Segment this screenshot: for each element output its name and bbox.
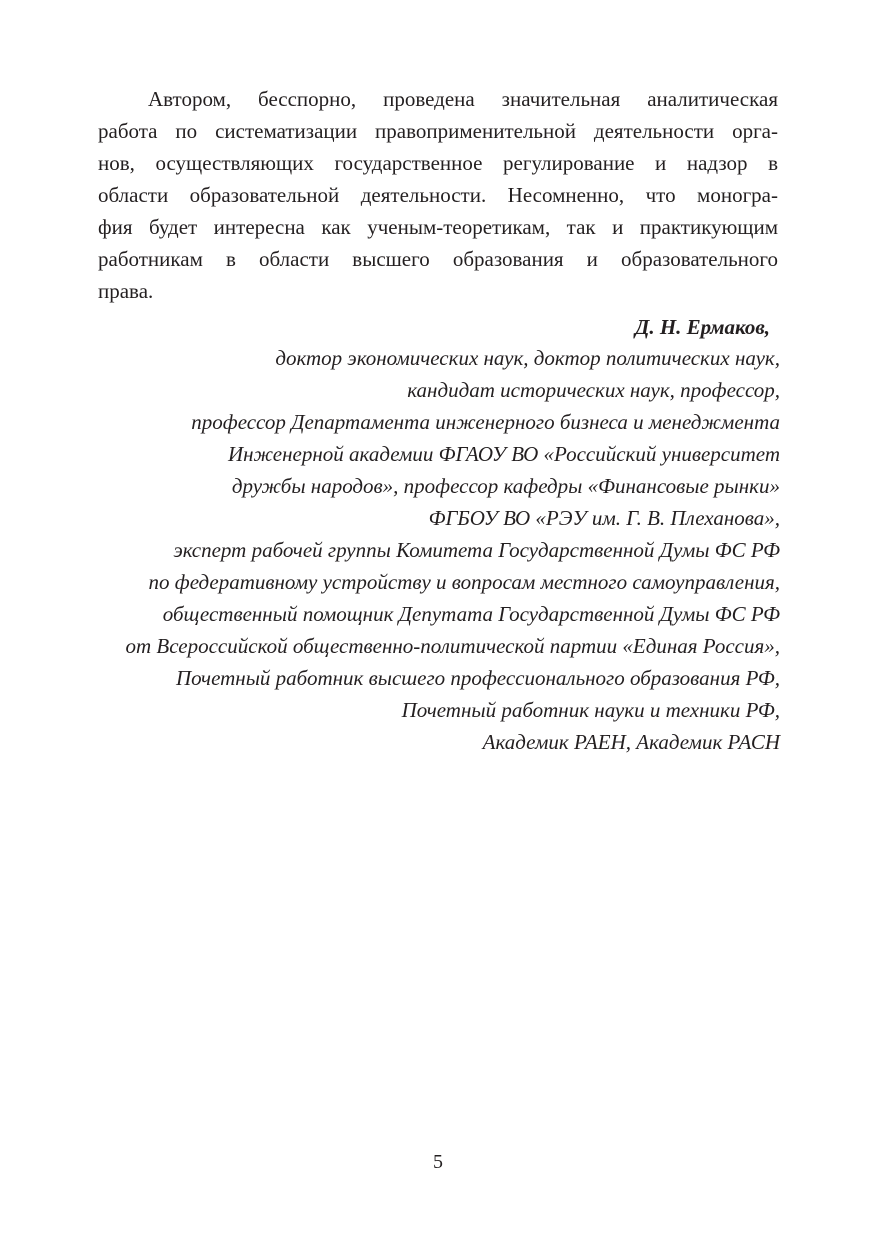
credential-line: ФГБОУ ВО «РЭУ им. Г. В. Плеханова», — [428, 506, 780, 530]
credential-line: эксперт рабочей группы Комитета Государственной Думы ФС РФ — [173, 538, 780, 562]
credential-line: кандидат исторических наук, профессор, — [407, 378, 780, 402]
body-paragraph — [98, 83, 778, 307]
author-name: Д. Н. Ермаков, — [634, 315, 770, 339]
credential-line: Инженерной академии ФГАОУ ВО «Российский университет — [227, 442, 780, 466]
paragraph-line: права. — [98, 279, 154, 303]
credential-line: общественный помощник Депутата Государственной Думы ФС РФ — [162, 602, 780, 626]
signature-block — [126, 312, 781, 758]
page-number: 5 — [433, 1151, 443, 1173]
credential-line: дружбы народов», профессор кафедры «Финансовые рынки» — [231, 474, 780, 498]
paragraph-line: работа по систематизации правоприменительной деятельности орга- — [98, 119, 778, 143]
credential-line: по федеративному устройству и вопросам местного самоуправления, — [148, 570, 780, 594]
paragraph-line: области образовательной деятельности. Несомненно, что моногра- — [98, 183, 778, 207]
paragraph-line: нов, осуществляющих государственное регулирование и надзор в — [98, 151, 778, 175]
paragraph-line: работникам в области высшего образования и образовательного — [98, 247, 778, 271]
credential-line: Почетный работник науки и техники РФ, — [401, 698, 780, 722]
credential-line: от Всероссийской общественно-политической партии «Единая Россия», — [125, 634, 780, 658]
credential-line: Академик РАЕН, Академик РАСН — [482, 730, 780, 754]
author-credentials — [126, 342, 781, 758]
credential-line: профессор Департамента инженерного бизнеса и менеджмента — [191, 410, 780, 434]
paragraph-line: Автором, бесспорно, проведена значительная аналитическая — [148, 87, 778, 111]
paragraph-line: фия будет интересна как ученым-теоретикам, так и практикующим — [98, 215, 778, 239]
credential-line: доктор экономических наук, доктор политических наук, — [275, 346, 780, 370]
credential-line: Почетный работник высшего профессионального образования РФ, — [175, 666, 780, 690]
